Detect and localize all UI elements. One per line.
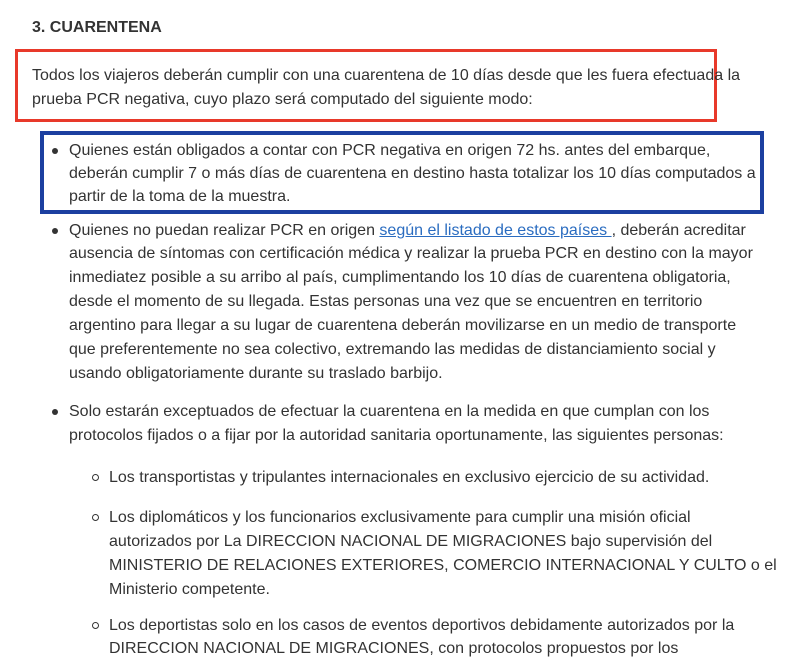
list-item-text: desde el momento de su llegada. Estas personas una vez que se encuentren en territorio (69, 293, 703, 310)
list-item-text: deberán cumplir 7 o más días de cuarentena en destino hasta totalizar los 10 días computados a (69, 165, 756, 182)
section-heading: 3. CUARENTENA (32, 19, 162, 36)
bullet-icon (52, 228, 58, 234)
sub-list-item-text: Los deportistas solo en los casos de eventos deportivos debidamente autorizados por la (109, 617, 735, 634)
countries-list-link[interactable]: según el listado de estos países (379, 222, 612, 239)
sub-bullet-icon (92, 474, 99, 481)
intro-line: Todos los viajeros deberán cumplir con una cuarentena de 10 días desde que les fuera efectuada la (32, 67, 741, 84)
list-item-text: inmediatez posible a su arribo al país, cumplimentando los 10 días de cuarentena obligatoria, (69, 269, 731, 286)
list-item-text: usando obligatoriamente durante su traslado barbijo. (69, 365, 443, 382)
sub-list-item-text: MINISTERIO DE RELACIONES EXTERIORES, COMERCIO INTERNACIONAL Y CULTO o el (109, 557, 777, 574)
sub-list-item-text: DIRECCION NACIONAL DE MIGRACIONES, con protocolos propuestos por los (109, 640, 679, 657)
list-item-text: argentino para llegar a su lugar de cuarentena deberán movilizarse en un medio de transporte (69, 317, 737, 334)
list-item-text: Quienes están obligados a contar con PCR negativa en origen 72 hs. antes del embarque, (69, 142, 711, 159)
bullet-icon (52, 409, 58, 415)
sub-bullet-icon (92, 514, 99, 521)
list-item-text: partir de la toma de la muestra. (69, 188, 291, 205)
sub-list-item-text: autorizados por La DIRECCION NACIONAL DE MIGRACIONES bajo supervisión del (109, 533, 713, 550)
list-item-text: Quienes no puedan realizar PCR en origen según el listado de estos países , deberán acreditar (69, 222, 746, 239)
sub-bullet-icon (92, 622, 99, 629)
intro-line: prueba PCR negativa, cuyo plazo será computado del siguiente modo: (32, 91, 533, 108)
bullet-icon (52, 148, 58, 154)
list-item-text: Solo estarán exceptuados de efectuar la cuarentena en la medida en que cumplan con los (69, 403, 710, 420)
sub-list-item-text: Ministerio competente. (109, 581, 270, 598)
sub-list-item-text: Los transportistas y tripulantes internacionales en exclusivo ejercicio de su actividad. (109, 469, 710, 486)
list-item-text: ausencia de síntomas con certificación médica y realizar la prueba PCR en destino con la mayor (69, 245, 753, 262)
sub-list-item-text: Los diplomáticos y los funcionarios exclusivamente para cumplir una misión oficial (109, 509, 691, 526)
list-item-text: que preferentemente no sea colectivo, extremando las medidas de distanciamiento social y (69, 341, 716, 358)
list-item-text: protocolos fijados o a fijar por la autoridad sanitaria oportunamente, las siguientes personas: (69, 427, 724, 444)
